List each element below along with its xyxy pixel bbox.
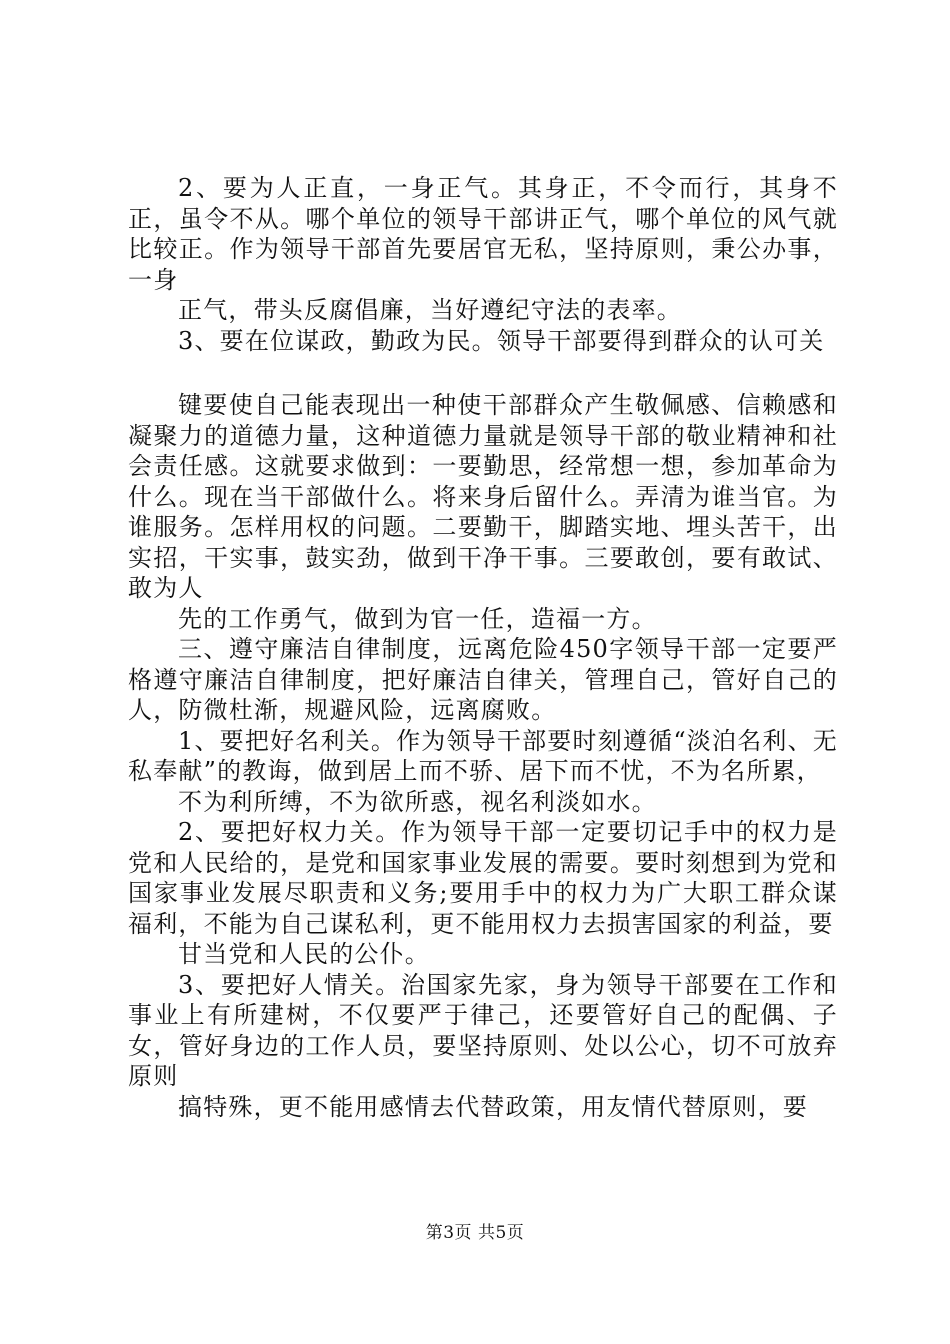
paragraph: 先的工作勇气，做到为官一任，造福一方。	[178, 604, 657, 633]
paragraph: 1、要把好名利关。作为领导干部要时刻遵循“淡泊名利、无私奉献”的教诲，做到居上而不骄、居下而不忧，不为名所累，	[128, 726, 838, 785]
paragraph: 正气，带头反腐倡廉，当好遵纪守法的表率。	[178, 296, 682, 324]
paragraph: 2、要把好权力关。作为领导干部一定要切记手中的权力是党和人民给的，是党和国家事业发展的需要。要时刻想到为党和国家事业发展尽职责和义务;要用手中的权力为广大职工群众谋福利，不能为自己谋私利，更不能用权力去损害国家的利益，要	[128, 818, 838, 938]
paragraph: 不为利所缚，不为欲所惑，视名利淡如水。	[178, 787, 657, 816]
paragraph: 3、要在位谋政，勤政为民。领导干部要得到群众的认可关	[178, 326, 825, 355]
paragraph: 三、遵守廉洁自律制度，远离危险450字领导干部一定要严格遵守廉洁自律制度，把好廉洁自律关，管理自己，管好自己的人，防微杜渐，规避风险，远离腐败。	[128, 635, 838, 724]
paragraph: 3、要把好人情关。治国家先家，身为领导干部要在工作和事业上有所建树，不仅要严于律己，还要管好自己的配偶、子女，管好身边的工作人员，要坚持原则、处以公心，切不可放弃原则	[128, 970, 838, 1090]
paragraph: 甘当党和人民的公仆。	[178, 940, 430, 968]
document-body	[128, 173, 838, 1122]
paragraph: 键要使自己能表现出一种使干部群众产生敬佩感、信赖感和凝聚力的道德力量，这种道德力量就是领导干部的敬业精神和社会责任感。这就要求做到：一要勤思，经常想一想，参加革命为什么。现在当干部做什么。将来身后留什么。弄清为谁当官。为谁服务。怎样用权的问题。二要勤干，脚踏实地、埋头苦干，出实招，干实事，鼓实劲，做到干净干事。三要敢创，要有敢试、敢为人	[128, 391, 838, 602]
page-footer: 第3页 共5页	[425, 1223, 525, 1243]
paragraph: 2、要为人正直，一身正气。其身正，不令而行，其身不正，虽令不从。哪个单位的领导干部讲正气，哪个单位的风气就比较正。作为领导干部首先要居官无私，坚持原则，秉公办事，一身	[128, 174, 838, 294]
paragraph: 搞特殊，更不能用感情去代替政策，用友情代替原则，要	[178, 1092, 808, 1121]
